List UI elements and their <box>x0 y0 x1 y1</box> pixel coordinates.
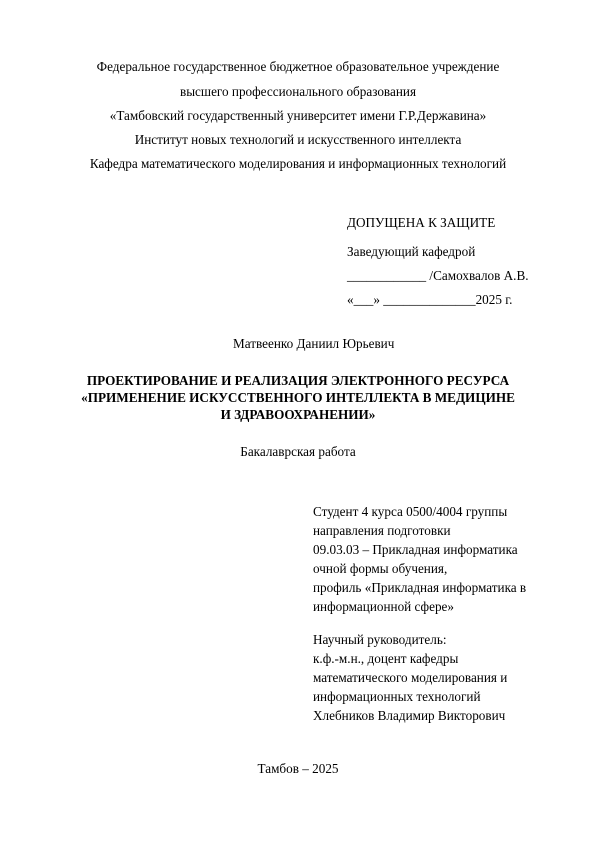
supervisor-info-line: информационных технологий <box>313 689 481 704</box>
approval-date-line: «___» ______________2025 г. <box>347 292 513 307</box>
work-type: Бакалаврская работа <box>240 444 356 459</box>
author-name: Матвеенко Даниил Юрьевич <box>233 336 395 351</box>
student-info-line: профиль «Прикладная информатика в <box>313 580 527 595</box>
student-info-line: Студент 4 курса 0500/4004 группы <box>313 504 508 519</box>
approval-position: Заведующий кафедрой <box>347 244 476 259</box>
approval-title: ДОПУЩЕНА К ЗАЩИТЕ <box>347 215 496 230</box>
institution-line-1: Федеральное государственное бюджетное образовательное учреждение <box>96 59 500 74</box>
student-info-line: 09.03.03 – Прикладная информатика <box>313 542 518 557</box>
thesis-title-line-2: «ПРИМЕНЕНИЕ ИСКУССТВЕННОГО ИНТЕЛЛЕКТА В МЕДИЦИНЕ <box>81 390 515 405</box>
supervisor-info-line: математического моделирования и <box>313 670 508 685</box>
thesis-title-line-3: И ЗДРАВООХРАНЕНИИ» <box>220 407 376 422</box>
thesis-title-line-1: ПРОЕКТИРОВАНИЕ И РЕАЛИЗАЦИЯ ЭЛЕКТРОННОГО РЕСУРСА <box>86 373 510 388</box>
student-info <box>313 502 526 616</box>
student-info-line: направления подготовки <box>313 523 451 538</box>
supervisor-info <box>313 630 507 725</box>
approval-signature-line: ____________ /Самохвалов А.В. <box>347 268 529 283</box>
student-info-line: информационной сфере» <box>313 599 454 614</box>
institution-line-2: высшего профессионального образования <box>179 84 417 99</box>
supervisor-info-line: к.ф.-м.н., доцент кафедры <box>313 651 459 666</box>
institution-line-4: Институт новых технологий и искусственного интеллекта <box>134 132 462 147</box>
city-year: Тамбов – 2025 <box>257 761 339 776</box>
institution-line-3: «Тамбовский государственный университет имени Г.Р.Державина» <box>109 108 487 123</box>
supervisor-info-line: Научный руководитель: <box>313 632 447 647</box>
student-info-line: очной формы обучения, <box>313 561 448 576</box>
supervisor-info-line: Хлебников Владимир Викторович <box>313 708 506 723</box>
institution-line-5: Кафедра математического моделирования и информационных технологий <box>89 156 507 171</box>
